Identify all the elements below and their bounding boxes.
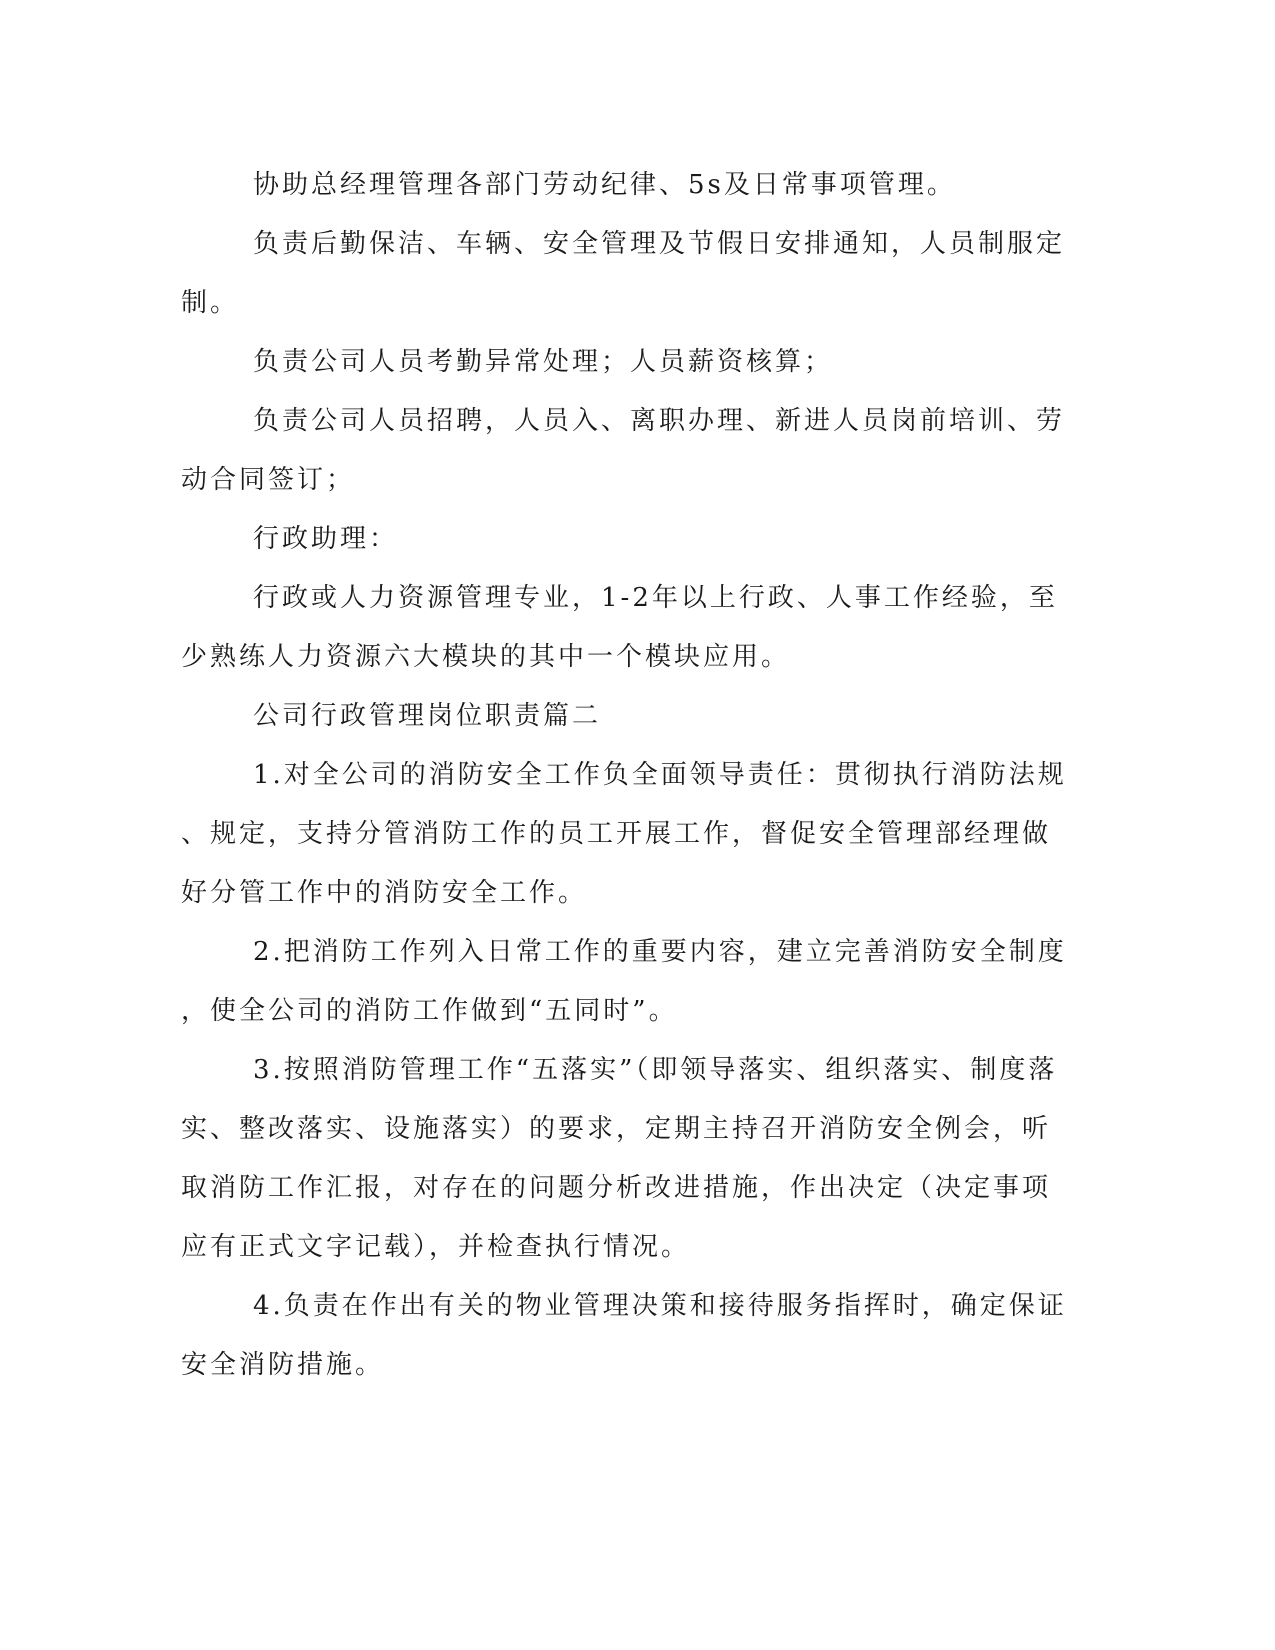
paragraph-4 [181, 392, 1066, 510]
paragraph-line: 3.按照消防管理工作“五落实”（即领导落实、组织落实、制度落 [253, 1055, 1058, 1085]
paragraph-line: 好分管工作中的消防安全工作。 [181, 878, 588, 908]
paragraph-line: 1.对全公司的消防安全工作负全面领导责任：贯彻执行消防法规 [253, 760, 1067, 790]
paragraph-line: 少熟练人力资源六大模块的其中一个模块应用。 [181, 642, 791, 672]
paragraph-1 [181, 156, 1029, 215]
paragraph-2 [181, 215, 1066, 333]
paragraph-10 [181, 1041, 1058, 1277]
paragraph-line: 、规定，支持分管消防工作的员工开展工作，督促安全管理部经理做 [181, 819, 1052, 849]
paragraph-line: 行政或人力资源管理专业，1-2年以上行政、人事工作经验，至 [253, 583, 1058, 613]
paragraph-line: 协助总经理管理各部门劳动纪律、5s及日常事项管理。 [253, 170, 956, 200]
paragraph-line: 制。 [181, 288, 240, 318]
paragraph-line: ，使全公司的消防工作做到“五同时”。 [181, 996, 678, 1026]
paragraph-line: 负责后勤保洁、车辆、安全管理及节假日安排通知，人员制服定 [253, 229, 1066, 259]
paragraph-line: 动合同签订； [181, 465, 356, 495]
paragraph-9 [181, 923, 1067, 1041]
paragraph-8 [181, 746, 1067, 923]
paragraph-line: 取消防工作汇报，对存在的问题分析改进措施，作出决定（决定事项 [181, 1173, 1052, 1203]
paragraph-6 [181, 569, 1058, 687]
section-heading: 行政助理： [253, 524, 399, 554]
paragraph-5 [181, 510, 1029, 569]
paragraph-line: 4.负责在作出有关的物业管理决策和接待服务指挥时，确定保证 [253, 1291, 1067, 1321]
paragraph-line: 负责公司人员考勤异常处理；人员薪资核算； [253, 347, 834, 377]
section-heading: 公司行政管理岗位职责篇二 [253, 701, 602, 731]
paragraph-line: 负责公司人员招聘，人员入、离职办理、新进人员岗前培训、劳 [253, 406, 1066, 436]
paragraph-line: 安全消防措施。 [181, 1350, 385, 1380]
document-body [181, 156, 1067, 1395]
paragraph-3 [181, 333, 1029, 392]
paragraph-7 [181, 687, 1029, 746]
paragraph-line: 2.把消防工作列入日常工作的重要内容，建立完善消防安全制度 [253, 937, 1067, 967]
paragraph-line: 应有正式文字记载），并检查执行情况。 [181, 1232, 691, 1262]
paragraph-11 [181, 1277, 1067, 1395]
paragraph-line: 实、整改落实、设施落实）的要求，定期主持召开消防安全例会，听 [181, 1114, 1052, 1144]
